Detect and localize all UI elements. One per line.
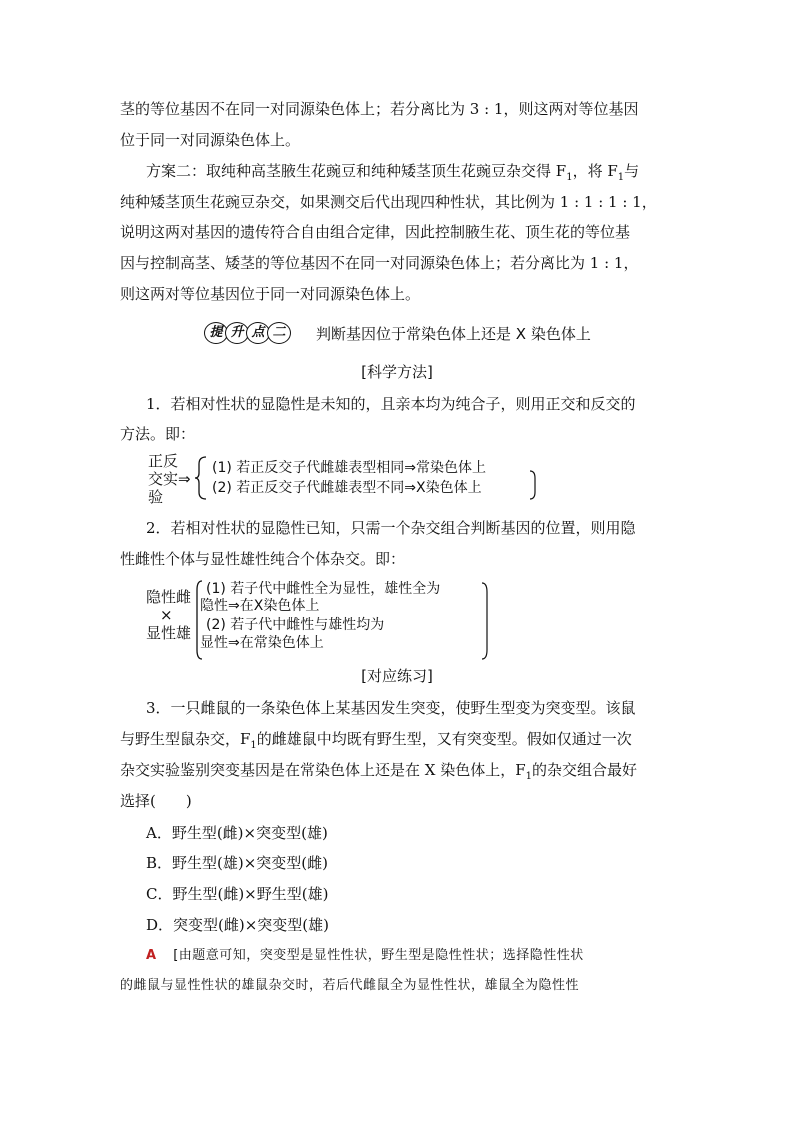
subscript: 1 (525, 771, 533, 782)
text-segment: 与 (624, 162, 640, 180)
diagram-case: (1) 若子代中雌性全为显性，雄性全为 (206, 581, 441, 597)
question-line (120, 729, 632, 756)
method-header: [科学方法] (361, 363, 433, 381)
right-brace-icon (528, 470, 538, 500)
question-line: 3．一只雌鼠的一条染色体上某基因发生突变，使野生型变为突变型。该鼠 (146, 699, 636, 717)
diagram-case: (1) 若正反交子代雌雄表型相同⇒常染色体上 (212, 460, 487, 476)
diagram-label: 隐性雌 (146, 588, 192, 606)
diagram-label: 交实⇒ (148, 470, 191, 488)
text-segment: 的杂交组合最好 (532, 761, 638, 779)
item-line: 1．若相对性状的显隐性是未知的，且亲本均为纯合子，则用正交和反交的 (146, 395, 636, 413)
right-brace-icon (480, 582, 490, 660)
paragraph-line: 位于同一对同源染色体上。 (120, 131, 301, 149)
paragraph-line: 说明这两对基因的遗传符合自由组合定律，因此控制腋生花、顶生花的等位基 (120, 223, 631, 241)
diagram-case: (2) 若正反交子代雌雄表型不同⇒X染色体上 (212, 480, 482, 496)
option-d[interactable]: D．突变型(雌)×突变型(雄) (146, 916, 330, 934)
item-line: 2．若相对性状的显隐性已知，只需一个杂交组合判断基因的位置，则用隐 (146, 519, 636, 537)
text-segment: ，将 F (572, 162, 618, 180)
section-heading (204, 322, 591, 344)
diagram-case: (2) 若子代中雌性与雄性均为 (206, 617, 385, 633)
diagram-label: 验 (148, 488, 164, 506)
badge-char: 提 (204, 322, 228, 344)
diagram-label: × (160, 606, 173, 624)
item-line: 性雌性个体与显性雄性纯合个体杂交。即： (120, 550, 406, 568)
answer-line (146, 946, 584, 966)
section-title: 判断基因位于常染色体上还是 X 染色体上 (316, 324, 591, 343)
practice-header: [对应练习] (361, 667, 433, 685)
text-segment: 的雌雄鼠中均既有野生型，又有突变型。假如仅通过一次 (256, 730, 632, 748)
option-a[interactable]: A．野生型(雌)×突变型(雄) (146, 824, 328, 842)
paragraph-line (146, 161, 639, 188)
diagram-case: 隐性⇒在X染色体上 (200, 598, 320, 614)
badge-char: 二 (267, 322, 291, 344)
text-segment: 方案二：取纯种高茎腋生花豌豆和纯种矮茎顶生花豌豆杂交得 F (146, 162, 567, 180)
badge-char: 点 (246, 322, 270, 344)
paragraph-line: 纯种矮茎顶生花豌豆杂交，如果测交后代出现四种性状，其比例为 1 : 1 : 1 : 1， (120, 193, 657, 211)
answer-letter: A (146, 948, 157, 963)
item-line: 方法。即： (120, 425, 196, 443)
diagram-label: 正反 (148, 452, 179, 470)
answer-line: 的雌鼠与显性性状的雄鼠杂交时，若后代雌鼠全为显性性状，雄鼠全为隐性性 (120, 978, 580, 993)
text-segment: 与野生型鼠杂交，F (120, 730, 251, 748)
diagram-label: 显性雄 (146, 624, 192, 642)
paragraph-line: 则这两对等位基因位于同一对同源染色体上。 (120, 285, 421, 303)
paragraph-line: 茎的等位基因不在同一对同源染色体上；若分离比为 3 : 1，则这两对等位基因 (120, 100, 639, 118)
question-line (120, 760, 637, 787)
paragraph-line: 因与控制高茎、矮茎的等位基因不在同一对同源染色体上；若分离比为 1 : 1， (120, 254, 639, 272)
left-brace-icon (194, 456, 208, 500)
subscript: 1 (617, 172, 625, 183)
badge-char: 升 (225, 322, 249, 344)
subscript: 1 (566, 172, 573, 183)
diagram-case: 显性⇒在常染色体上 (200, 635, 324, 651)
question-line: 选择( ) (120, 792, 192, 810)
text-segment: 杂交实验鉴别突变基因是在常染色体上还是在 X 染色体上，F (120, 761, 526, 779)
answer-text: [由题意可知，突变型是显性性状，野生型是隐性性状；选择隐性性状 (173, 948, 584, 963)
subscript: 1 (250, 740, 257, 751)
option-c[interactable]: C．野生型(雌)×野生型(雄) (146, 885, 329, 903)
option-b[interactable]: B．野生型(雄)×突变型(雌) (146, 854, 329, 872)
section-badge (204, 322, 288, 344)
